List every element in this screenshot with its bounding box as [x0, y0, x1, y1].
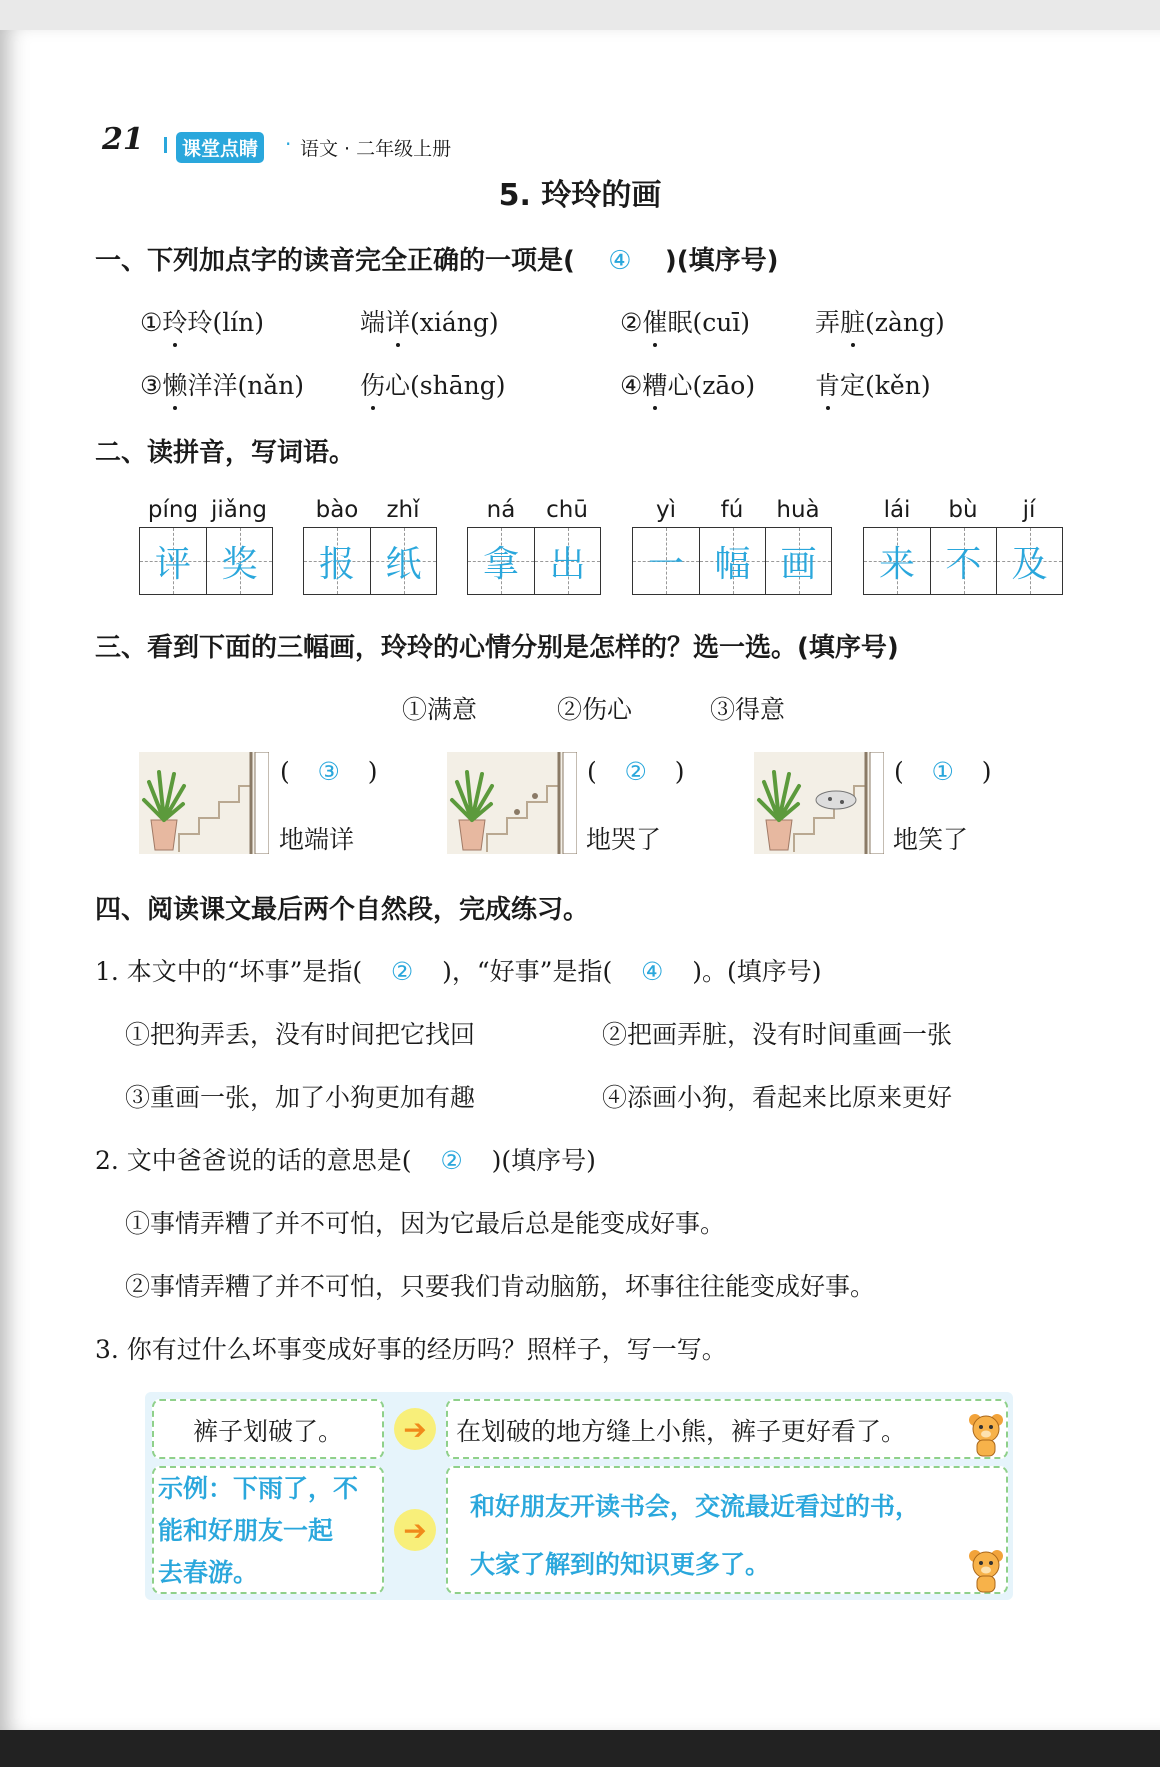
lesson-title: 5. 玲玲的画: [498, 178, 662, 213]
q3-answer-3: ①: [931, 757, 954, 786]
grid-cell: 拿: [468, 528, 534, 594]
q4-s1-part1: 1. 本文中的“坏事”是指(: [95, 957, 363, 986]
pinyin: ná: [486, 497, 516, 523]
q1-heading: [95, 240, 779, 277]
q3-choice-2: ②伤心: [557, 695, 633, 724]
q1-option-2a: ②催眠(cuī): [620, 303, 750, 339]
q4-s2-option-1: ①事情弄糟了并不可怕，因为它最后总是能变成好事。: [125, 1209, 726, 1238]
q4-s1-part3: )。(填序号): [692, 957, 822, 986]
q4-s1-option-1: ①把狗弄丢，没有时间把它找回: [125, 1020, 476, 1049]
q1-answer: ④: [608, 246, 632, 276]
grid-cell: 纸: [370, 528, 436, 594]
pinyin: chū: [546, 497, 588, 523]
stairs-plant-picture-2: [447, 752, 577, 854]
answer-right-line: 大家了解到的知识更多了。: [470, 1550, 771, 1579]
q4-s1-option-3: ③重画一张，加了小狗更加有趣: [125, 1083, 476, 1112]
q4-s2-option-2: ②事情弄糟了并不可怕，只要我们肯动脑筋，坏事往往能变成好事。: [125, 1272, 876, 1301]
q4-s1-answer2: ④: [640, 957, 664, 986]
example-left-text: 裤子划破了。: [192, 1417, 343, 1446]
pinyin: píng: [147, 497, 199, 523]
arrow-right-icon: ➔: [394, 1408, 436, 1450]
q4-s1-line: [95, 952, 821, 988]
grid-cell: 幅: [699, 528, 765, 594]
stairs-plant-picture-3: [754, 752, 884, 854]
header-dot: ·: [285, 132, 292, 156]
pinyin: jiǎng: [210, 497, 268, 523]
grid-cell: 奖: [206, 528, 272, 594]
q3-paren-1: ( ③ ): [280, 757, 378, 786]
pinyin: yì: [655, 497, 676, 523]
answer-grid-4: [632, 527, 832, 595]
grid-cell: 来: [864, 528, 930, 594]
q4-s2-answer: ②: [440, 1146, 463, 1175]
stairs-plant-picture-1: [139, 752, 269, 854]
pinyin: jí: [1022, 497, 1036, 523]
answer-left-line: 能和好朋友一起: [158, 1516, 334, 1545]
q4-s1-part2: )，“好事”是指(: [442, 957, 613, 986]
q3-caption-1: 地端详: [279, 825, 355, 854]
answer-left-line: 示例：下雨了，不: [158, 1474, 359, 1503]
answer-grid-2: [303, 527, 437, 595]
q1-option-4a: ④糟心(zāo): [620, 366, 755, 402]
q2-heading: 二、读拼音，写词语。: [95, 438, 356, 468]
top-margin: [0, 0, 1160, 30]
answer-grid-1: [139, 527, 273, 595]
series-badge: 课堂点睛: [176, 132, 264, 163]
q4-s3-heading: 3. 你有过什么坏事变成好事的经历吗？照样子，写一写。: [95, 1335, 727, 1364]
answer-right-text: [470, 1478, 1000, 1594]
q1-heading-text: 一、下列加点字的读音完全正确的一项是(: [95, 246, 575, 276]
grid-cell: 不: [930, 528, 996, 594]
q1-option-1b: 端详(xiáng): [360, 303, 499, 339]
book-subtitle: 语文 · 二年级上册: [300, 138, 452, 160]
q4-s2-part2: )(填序号): [491, 1146, 596, 1175]
q3-answer-1: ③: [317, 757, 340, 786]
pinyin: huà: [776, 497, 820, 523]
bear-icon: [966, 1548, 1006, 1594]
grid-cell: 及: [996, 528, 1062, 594]
q3-caption-3: 地笑了: [893, 825, 969, 854]
grid-cell: 出: [534, 528, 600, 594]
answer-left-text: [158, 1468, 384, 1594]
q4-s2-line: [95, 1141, 596, 1177]
q4-heading: 四、阅读课文最后两个自然段，完成练习。: [95, 895, 590, 925]
pinyin: zhǐ: [386, 497, 420, 523]
bottom-edge: [0, 1730, 1160, 1767]
answer-grid-3: [467, 527, 601, 595]
q3-paren-2: ( ② ): [587, 757, 685, 786]
bear-icon: [966, 1412, 1006, 1458]
q3-choice-3: ③得意: [710, 695, 786, 724]
q1-option-3a: ③懒洋洋(nǎn): [140, 366, 304, 402]
answer-left-line: 去春游。: [158, 1558, 259, 1587]
example-right-text: 在划破的地方缝上小熊，裤子更好看了。: [456, 1417, 907, 1446]
q4-s2-part1: 2. 文中爸爸说的话的意思是(: [95, 1146, 412, 1175]
grid-cell: 画: [765, 528, 831, 594]
q4-s1-option-4: ④添画小狗，看起来比原来更好: [602, 1083, 953, 1112]
pinyin: bào: [315, 497, 359, 523]
pinyin: bù: [948, 497, 978, 523]
page-number: 21: [102, 122, 144, 157]
pinyin: lái: [883, 497, 911, 523]
answer-grid-5: [863, 527, 1063, 595]
q1-option-4b: 肯定(kěn): [815, 366, 931, 402]
q1-option-2b: 弄脏(zàng): [815, 303, 945, 339]
q1-option-3b: 伤心(shāng): [360, 366, 505, 402]
grid-cell: 评: [140, 528, 206, 594]
pinyin: fú: [720, 497, 744, 523]
arrow-right-icon: ➔: [394, 1509, 436, 1551]
q3-paren-3: ( ① ): [894, 757, 992, 786]
q3-caption-2: 地哭了: [586, 825, 662, 854]
q3-answer-2: ②: [624, 757, 647, 786]
q3-choice-1: ①满意: [402, 695, 478, 724]
q1-heading-tail: )(填序号): [664, 246, 779, 276]
q4-s1-option-2: ②把画弄脏，没有时间重画一张: [602, 1020, 953, 1049]
q4-s1-answer1: ②: [390, 957, 414, 986]
header-divider: [164, 137, 167, 153]
grid-cell: 一: [633, 528, 699, 594]
q1-option-1a: ①玲玲(lín): [140, 303, 264, 339]
grid-cell: 报: [304, 528, 370, 594]
answer-right-line: 和好朋友开读书会，交流最近看过的书，: [470, 1492, 921, 1521]
q3-heading: 三、看到下面的三幅画，玲玲的心情分别是怎样的？选一选。(填序号): [95, 633, 899, 663]
